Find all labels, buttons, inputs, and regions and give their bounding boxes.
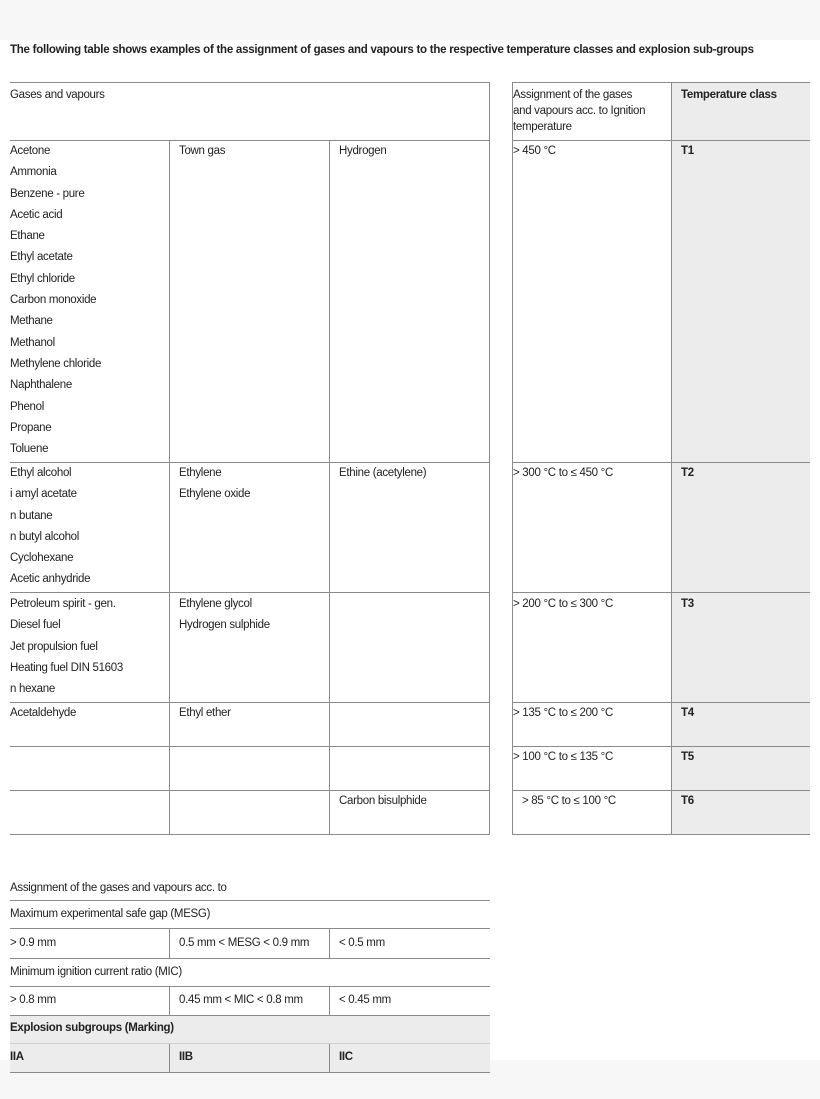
list-item: Ethyl ether <box>179 707 231 719</box>
t1-class-label: T1 <box>681 145 694 157</box>
list-item: n hexane <box>10 683 55 696</box>
mic-value-iia: > 0.8 mm <box>10 994 56 1006</box>
list-item: i amyl acetate <box>10 488 77 501</box>
list-item: Ethine (acetylene) <box>339 467 427 479</box>
t6-ignition-temp: > 85 °C to ≤ 100 °C <box>522 795 616 807</box>
list-item: n butyl alcohol <box>10 530 80 543</box>
list-item: Ethylene oxide <box>179 488 251 501</box>
list-item: Naphthalene <box>10 379 72 392</box>
list-item: Ethylene glycol <box>179 598 252 610</box>
t5-ignition-temp: > 100 °C to ≤ 135 °C <box>513 751 613 763</box>
t1-gases-col3 <box>339 141 386 162</box>
t6-class-label: T6 <box>681 795 694 807</box>
t1-ignition-temp: > 450 °C <box>513 145 556 157</box>
list-item: Ethyl alcohol <box>10 467 72 479</box>
t2-ignition-temp: > 300 °C to ≤ 450 °C <box>513 467 613 479</box>
list-item: Methylene chloride <box>10 357 102 370</box>
list-item: Acetaldehyde <box>10 707 77 719</box>
assignment-heading: Assignment of the gases and vapours acc. to <box>10 882 227 894</box>
list-item: Ethyl acetate <box>10 251 73 264</box>
list-item: Petroleum spirit - gen. <box>10 598 116 610</box>
mic-label: Minimum ignition current ratio (MIC) <box>10 966 182 978</box>
t3-class-label: T3 <box>681 598 694 610</box>
t4-ignition-temp: > 135 °C to ≤ 200 °C <box>513 707 613 719</box>
list-item: Ethylene <box>179 467 222 479</box>
t4-gases-col2 <box>179 703 231 724</box>
list-item: Ethyl chloride <box>10 272 75 285</box>
list-item: Hydrogen sulphide <box>179 619 270 632</box>
mesg-value-iia: > 0.9 mm <box>10 937 56 949</box>
mesg-value-iib: 0.5 mm < MESG < 0.9 mm <box>179 937 310 949</box>
subgroup-iib: IIB <box>179 1051 193 1063</box>
t2-gases-col1 <box>10 463 90 591</box>
mic-value-iic: < 0.45 mm <box>339 994 391 1006</box>
list-item: Methane <box>10 315 53 328</box>
mic-value-iib: 0.45 mm < MIC < 0.8 mm <box>179 994 303 1006</box>
list-item: Acetone <box>10 145 51 157</box>
list-item: n butane <box>10 509 53 522</box>
list-item: Ammonia <box>10 166 57 179</box>
list-item: Carbon bisulphide <box>339 795 427 807</box>
subgroup-iic: IIC <box>339 1051 353 1063</box>
t4-class-label: T4 <box>681 707 694 719</box>
list-item: Town gas <box>179 145 226 157</box>
subgroup-iia: IIA <box>10 1051 24 1063</box>
list-item: Carbon monoxide <box>10 294 97 307</box>
list-item: Toluene <box>10 443 49 456</box>
subgroups-label: Explosion subgroups (Marking) <box>10 1022 174 1034</box>
list-item: Methanol <box>10 336 55 349</box>
t4-gases-col1 <box>10 703 76 724</box>
header-temperature-class: Temperature class <box>681 89 777 101</box>
list-item: Acetic acid <box>10 208 63 221</box>
t3-gases-col2 <box>179 594 270 637</box>
list-item: Benzene - pure <box>10 187 85 200</box>
list-item: Propane <box>10 421 52 434</box>
t2-gases-col3 <box>339 463 426 484</box>
header-gases-vapours: Gases and vapours <box>10 89 105 101</box>
mesg-label: Maximum experimental safe gap (MESG) <box>10 908 211 920</box>
t2-class-label: T2 <box>681 467 694 479</box>
t3-gases-col1 <box>10 594 123 700</box>
t2-gases-col2 <box>179 463 250 506</box>
t3-ignition-temp: > 200 °C to ≤ 300 °C <box>513 598 613 610</box>
t1-gases-col1 <box>10 141 101 460</box>
t6-gases-col3 <box>339 791 427 812</box>
list-item: Ethane <box>10 230 45 243</box>
list-item: Diesel fuel <box>10 619 61 632</box>
list-item: Phenol <box>10 400 45 413</box>
list-item: Hydrogen <box>339 145 387 157</box>
list-item: Cyclohexane <box>10 552 74 565</box>
t1-gases-col2 <box>179 141 225 162</box>
table-caption: The following table shows examples of the assignment of gases and vapours to the respective temperature classes and explosion sub-groups <box>10 44 754 56</box>
header-ignition-temperature: Assignment of the gases and vapours acc. to Ignition temperature <box>513 89 646 133</box>
list-item: Jet propulsion fuel <box>10 640 98 653</box>
list-item: Acetic anhydride <box>10 573 91 586</box>
mesg-value-iic: < 0.5 mm <box>339 937 385 949</box>
t5-class-label: T5 <box>681 751 694 763</box>
list-item: Heating fuel DIN 51603 <box>10 661 123 674</box>
